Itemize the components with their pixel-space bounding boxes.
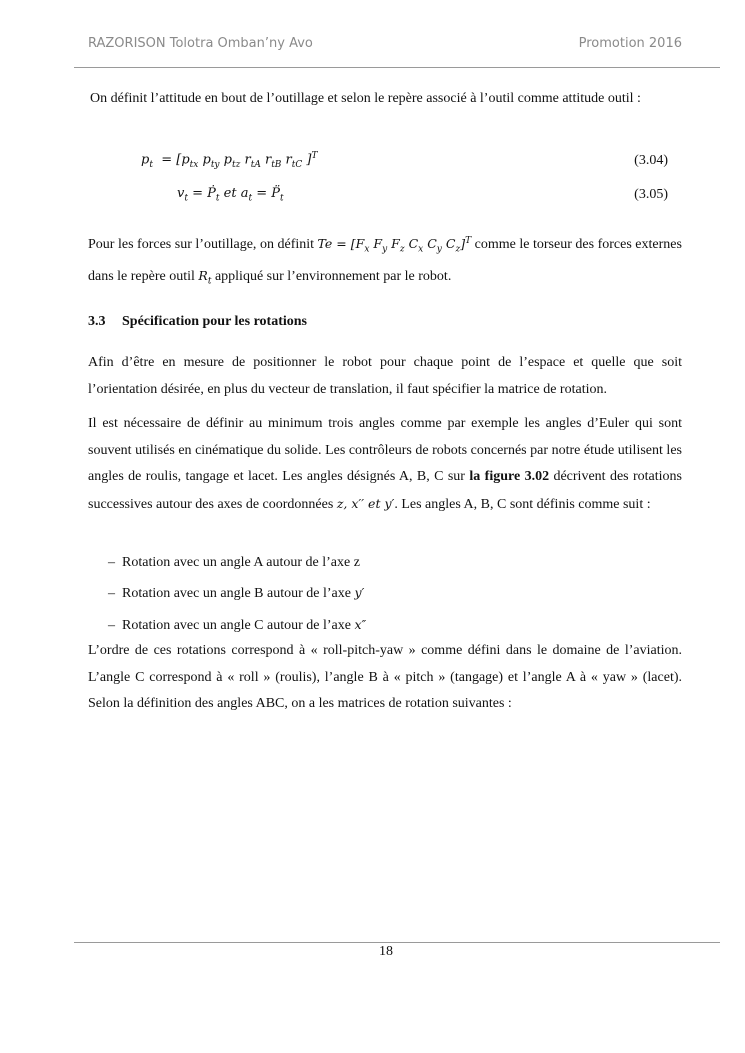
list-item: – Rotation avec un angle C autour de l’axe x″ xyxy=(108,617,367,633)
header-promotion: Promotion 2016 xyxy=(578,36,682,51)
paragraph-roll-pitch-yaw: L’ordre de ces rotations correspond à « roll-pitch-yaw » comme défini dans le domaine de l’aviation. L’angle C correspond à « roll » (roulis), l’angle B à « pitch » (tangage) et l’angle A à « yaw » (lacet). Selon la définition des angles ABC, on a les matrices de rotation suivantes : xyxy=(88,643,682,711)
header-rule xyxy=(74,67,720,68)
header-author: RAZORISON Tolotra Omban’ny Avo xyxy=(88,36,313,51)
figure-reference: la figure 3.02 xyxy=(469,469,550,484)
section-heading: 3.3 Spécification pour les rotations xyxy=(88,314,307,329)
forces-paragraph: Pour les forces sur l’outillage, on définit $Te = [F_x$ $F_y$ $F_z$ $C_x$ $C_y$ $C_z]^T$ comme le torseur des forces externes dans le repère outil $R_t$ appliqué sur l’environnement par le robot. xyxy=(88,236,682,287)
equation-3-04: $p_t = [p_{tx}$ $p_{ty}$ $p_{tz}$ $r_{tA}$ $r_{tB}$ $r_{tC}$ ]$^T$ xyxy=(141,151,318,170)
equation-number: (3.04) xyxy=(634,153,668,168)
paragraph-euler-angles: Il est nécessaire de définir au minimum trois angles comme par exemple les angles d’Euler qui sont souvent utilisés en cinématique du solide. Les contrôleurs de robots concernés par notre étude utilisent les angles de roulis, tangage et lacet. Les angles désignés A, B, C sur la figure 3.02 décrivent des rotations successives autour des axes de coordonnées z, x′′ et y′. Les angles A, B, C sont définis comme suit : xyxy=(88,416,682,512)
equation-3-05: $v_t$ = Ṗ$_t$ et $a_t$ = $P̈_t$ xyxy=(177,186,284,204)
paragraph-rotation-intro: Afin d’être en mesure de positionner le robot pour chaque point de l’espace et quelle que soit l’orientation désirée, en plus du vecteur de translation, il faut spécifier la matrice de rotation. xyxy=(88,355,682,397)
page-number: 18 xyxy=(379,944,393,959)
equation-number: (3.05) xyxy=(634,187,668,202)
intro-text: On définit l’attitude en bout de l’outillage et selon le repère associé à l’outil comme attitude outil : xyxy=(90,91,641,106)
list-item: – Rotation avec un angle A autour de l’axe z xyxy=(108,555,360,570)
footer-rule xyxy=(74,942,720,943)
list-item: – Rotation avec un angle B autour de l’axe y′ xyxy=(108,585,365,601)
